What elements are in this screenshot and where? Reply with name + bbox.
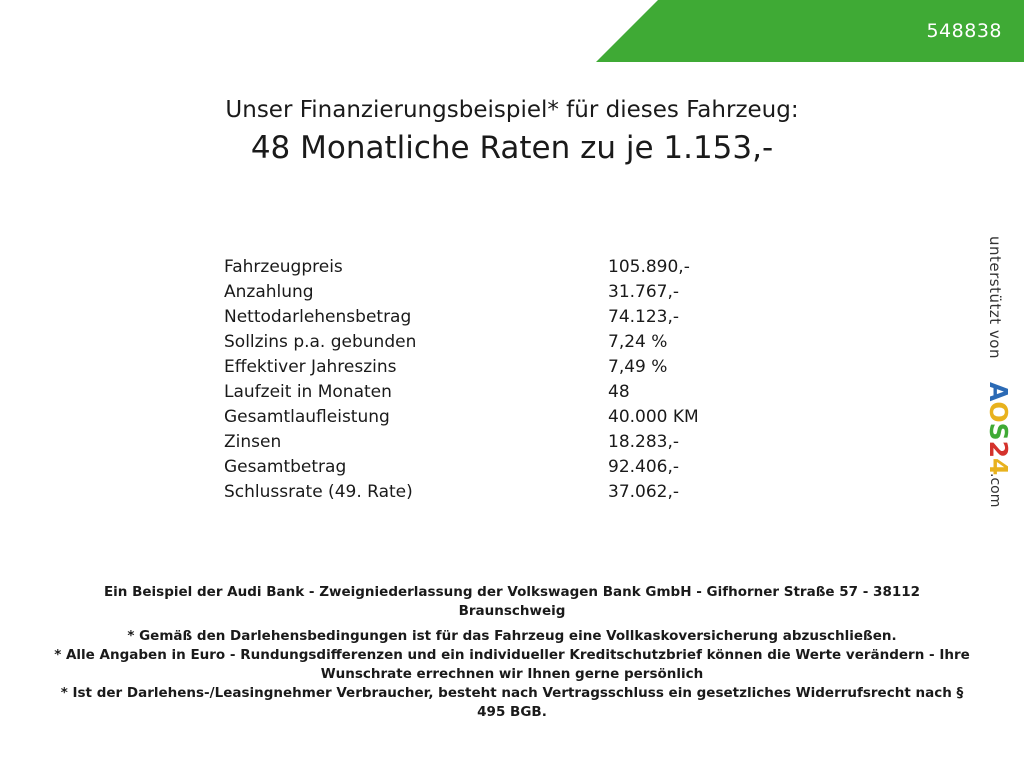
logo-domain: .com bbox=[987, 473, 1003, 508]
table-row bbox=[224, 305, 784, 330]
row-label: Sollzins p.a. gebunden bbox=[224, 332, 417, 352]
support-label: unterstützt von bbox=[986, 236, 1004, 359]
page-header bbox=[0, 0, 1024, 62]
row-label: Zinsen bbox=[224, 432, 282, 452]
row-value: 40.000 KM bbox=[608, 407, 699, 427]
table-row bbox=[224, 405, 784, 430]
footnote-withdrawal: * Ist der Darlehens-/Leasingnehmer Verbraucher, besteht nach Vertragsschluss ein gesetzliches Widerrufsrecht nach § 495 BGB. bbox=[60, 685, 964, 720]
row-value: 74.123,- bbox=[608, 307, 680, 327]
row-label: Schlussrate (49. Rate) bbox=[224, 482, 413, 502]
logo-letter-s: S bbox=[984, 422, 1013, 441]
brand-name-second: GRAF bbox=[271, 13, 375, 49]
page-subtitle: 48 Monatliche Raten zu je 1.153,- bbox=[250, 130, 774, 166]
logo-letter-2: 2 bbox=[984, 440, 1013, 459]
brand-logo bbox=[96, 0, 374, 62]
clover-icon bbox=[230, 17, 258, 45]
table-row bbox=[224, 480, 784, 505]
title-block bbox=[0, 95, 1024, 169]
vehicle-code: 548838 bbox=[926, 20, 1002, 42]
row-value: 18.283,- bbox=[608, 432, 680, 452]
footnote-bank: Ein Beispiel der Audi Bank - Zweigniederlassung der Volkswagen Bank GmbH - Gifhorner Straße 57 - 38112 Braunschweig bbox=[103, 584, 921, 619]
row-value: 105.890,- bbox=[608, 257, 690, 277]
row-value: 7,24 % bbox=[608, 332, 668, 352]
logo-letter-4: 4 bbox=[984, 458, 1013, 476]
footnote-currency: * Alle Angaben in Euro - Rundungsdifferenzen und ein individueller Kreditschutzbrief können die Werte verändern - Ihre Wunschrate errechnen wir Ihnen gerne persönlich bbox=[54, 647, 970, 682]
row-label: Gesamtbetrag bbox=[224, 457, 347, 477]
footnote-insurance: * Gemäß den Darlehensbedingungen ist für das Fahrzeug eine Vollkaskoversicherung abzuschließen. bbox=[127, 628, 897, 644]
row-label: Nettodarlehensbetrag bbox=[224, 307, 412, 327]
logo-letter-o: O bbox=[984, 401, 1013, 423]
row-label: Anzahlung bbox=[224, 282, 314, 302]
table-row bbox=[224, 455, 784, 480]
financing-table bbox=[224, 255, 784, 505]
logo-letter-a: A bbox=[984, 382, 1013, 402]
row-value: 92.406,- bbox=[608, 457, 680, 477]
table-row bbox=[224, 330, 784, 355]
table-row bbox=[224, 430, 784, 455]
table-row bbox=[224, 380, 784, 405]
row-label: Effektiver Jahreszins bbox=[224, 357, 397, 377]
table-row bbox=[224, 355, 784, 380]
brand-name-first: FESER bbox=[96, 13, 216, 49]
row-value: 37.062,- bbox=[608, 482, 680, 502]
table-row bbox=[224, 280, 784, 305]
row-value: 31.767,- bbox=[608, 282, 680, 302]
footnotes bbox=[0, 583, 1024, 722]
row-value: 7,49 % bbox=[608, 357, 668, 377]
row-label: Gesamtlaufleistung bbox=[224, 407, 390, 427]
row-label: Laufzeit in Monaten bbox=[224, 382, 392, 402]
aos24-logo bbox=[984, 382, 1013, 475]
table-row bbox=[224, 255, 784, 280]
row-value: 48 bbox=[608, 382, 630, 402]
page-title: Unser Finanzierungsbeispiel* für dieses Fahrzeug: bbox=[225, 97, 799, 123]
row-label: Fahrzeugpreis bbox=[224, 257, 343, 277]
sidebar-support bbox=[984, 236, 1018, 536]
